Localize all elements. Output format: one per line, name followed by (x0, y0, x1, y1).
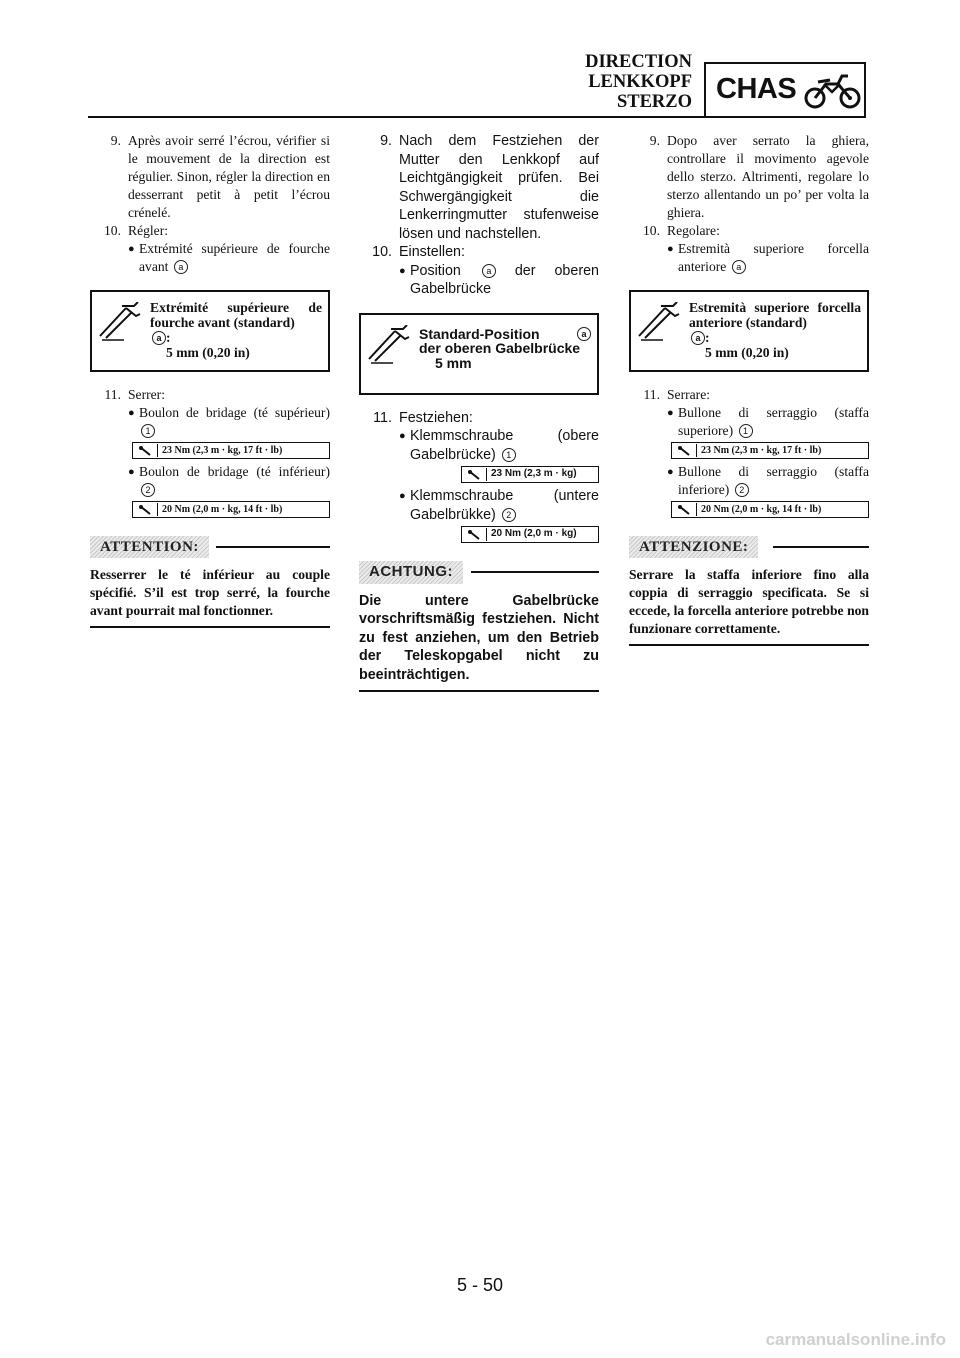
caution-label: ACHTUNG: (359, 561, 463, 584)
wrench-icon (133, 503, 158, 516)
motorcycle-icon (804, 70, 862, 112)
list-item: ● Bullone di serraggio (staffa inferiore) 2 (667, 464, 869, 497)
spec-box: Estremità superiore forcella anteriore (standard) a : 5 mm (0,20 in) (629, 290, 869, 372)
spec-box: Extrémité supérieure de fourche avant (standard) a : 5 mm (0,20 in) (90, 290, 330, 372)
step-10: 10. Einstellen: (372, 244, 465, 260)
list-item: ● Klemmschraube (untere Gabelbrükke) 2 (399, 488, 599, 523)
ref-marker: 1 (141, 424, 155, 438)
torque-spec: 20 Nm (2,0 m · kg) (461, 526, 599, 543)
ref-marker: a (482, 264, 496, 278)
section-titles (585, 52, 692, 112)
ref-marker: a (577, 327, 591, 341)
torque-spec: 20 Nm (2,0 m · kg, 14 ft · lb) (132, 501, 330, 518)
ref-marker: 1 (739, 424, 753, 438)
step-9: 9. Nach dem Festziehen der Mutter den Lenkkopf auf Leichtgängigkeit prüfen. Bei Schwergängigkeit die Lenkerringmutter stufenweise lösen und nachstellen. (380, 133, 599, 242)
column-italian (629, 132, 869, 646)
caution-label: ATTENTION: (90, 536, 209, 558)
spec-value: 5 mm (0,20 in) (705, 345, 789, 360)
list-item: ● Position a der oberen Gabelbrücke (399, 262, 599, 297)
bullet-icon: ● (667, 407, 674, 419)
spec-title: Estremità superiore forcella anteriore (standard) (689, 300, 861, 330)
caliper-icon (96, 302, 142, 342)
ref-marker: 2 (735, 483, 749, 497)
spec-box (359, 313, 599, 395)
spec-title: Extrémité supérieure de fourche avant (standard) (150, 300, 322, 330)
spec-value: 5 mm (435, 354, 472, 371)
step-9: 9. Dopo aver serrato la ghiera, controllare il movimento agevole dello sterzo. Altrimenti, regolare lo sterzo allentando un po’ per volta la ghiera. (649, 133, 869, 220)
ref-marker: a (152, 331, 166, 345)
title-french: DIRECTION (585, 52, 692, 72)
list-item: ● Extrémité supérieure de fourche avant a (128, 241, 330, 274)
watermark: carmanualsonline.info (765, 1330, 946, 1349)
step-9: 9. Après avoir serré l’écrou, vérifier si le mouvement de la direction est régulier. Sinon, régler la direction en desserrant petit à petit l’écrou crénelé. (110, 133, 330, 220)
torque-spec: 23 Nm (2,3 m · kg, 17 ft · lb) (671, 442, 869, 459)
torque-spec: 23 Nm (2,3 m · kg, 17 ft · lb) (132, 442, 330, 459)
wrench-icon (462, 528, 487, 541)
step-10: 10. Regolare: (643, 223, 720, 238)
spec-value: 5 mm (0,20 in) (166, 345, 250, 360)
bullet-icon: ● (399, 430, 406, 442)
caliper-icon (635, 302, 681, 342)
list-item: ● Bullone di serraggio (staffa superiore) 1 (667, 405, 869, 438)
title-german: LENKKOPF (588, 72, 692, 92)
step-11: 11. Serrer: (104, 387, 165, 402)
title-italian: STERZO (616, 92, 692, 112)
caution-block (90, 536, 330, 628)
page-number: 5 - 50 (456, 1275, 504, 1295)
spec-title-2: der oberen Gabelbrücke (419, 340, 581, 356)
caution-block (359, 561, 599, 692)
ref-marker: a (691, 331, 705, 345)
list-item: ● Boulon de bridage (té inférieur) 2 (128, 463, 330, 499)
caution-rule (216, 546, 330, 548)
step-11: 11. Festziehen: (373, 409, 473, 426)
caution-end-rule (629, 644, 869, 646)
list-item: ● Estremità superiore forcella anteriore a (667, 241, 869, 274)
chas-badge (704, 62, 866, 118)
caution-block (629, 536, 869, 646)
spec-title: Standard-Position (419, 325, 540, 342)
caution-label: ATTENZIONE: (629, 536, 758, 558)
caution-end-rule (359, 690, 599, 692)
bullet-icon: ● (128, 407, 135, 419)
torque-spec: 20 Nm (2,0 m · kg, 14 ft · lb) (671, 501, 869, 518)
bullet-icon: ● (399, 490, 406, 502)
wrench-icon (672, 444, 697, 457)
caution-text: Resserrer le té inférieur au couple spécifié. S’il est trop serré, la fourche avant pourrait mal fonctionner. (90, 567, 330, 618)
ref-marker: 1 (502, 448, 516, 462)
caution-text: Serrare la staffa inferiore fino alla coppia di serraggio specificata. Se si eccede, la forcella anteriore potrebbe non funzionare correttamente. (629, 567, 869, 636)
wrench-icon (462, 468, 487, 481)
list-item: ● Klemmschraube (obere Gabelbrücke) 1 (399, 428, 599, 463)
bullet-icon: ● (399, 264, 406, 277)
ref-marker: a (732, 260, 746, 274)
column-german (359, 132, 599, 692)
torque-spec: 23 Nm (2,3 m · kg) (461, 466, 599, 483)
caution-rule (773, 546, 869, 548)
list-item: ● Boulon de bridage (té supérieur) 1 (128, 404, 330, 440)
bullet-icon: ● (128, 243, 135, 255)
ref-marker: a (174, 260, 188, 274)
ref-marker: 2 (141, 483, 155, 497)
caution-end-rule (90, 626, 330, 628)
chas-label: CHAS (716, 73, 797, 105)
wrench-icon (672, 503, 697, 516)
caution-rule (471, 571, 599, 573)
bullet-icon: ● (128, 466, 135, 478)
bullet-icon: ● (667, 466, 674, 478)
column-french (90, 132, 330, 628)
bullet-icon: ● (667, 243, 674, 255)
caution-text: Die untere Gabelbrücke vorschriftsmäßig festziehen. Nicht zu fest anziehen, um den Betrieb der Teleskopgabel nicht zu beeinträchtigen. (359, 592, 599, 683)
caliper-icon (365, 325, 411, 365)
header-rule (88, 116, 706, 118)
step-11: 11. Serrare: (643, 387, 711, 402)
step-10: 10. Régler: (104, 223, 169, 238)
ref-marker: 2 (502, 508, 516, 522)
wrench-icon (133, 444, 158, 457)
